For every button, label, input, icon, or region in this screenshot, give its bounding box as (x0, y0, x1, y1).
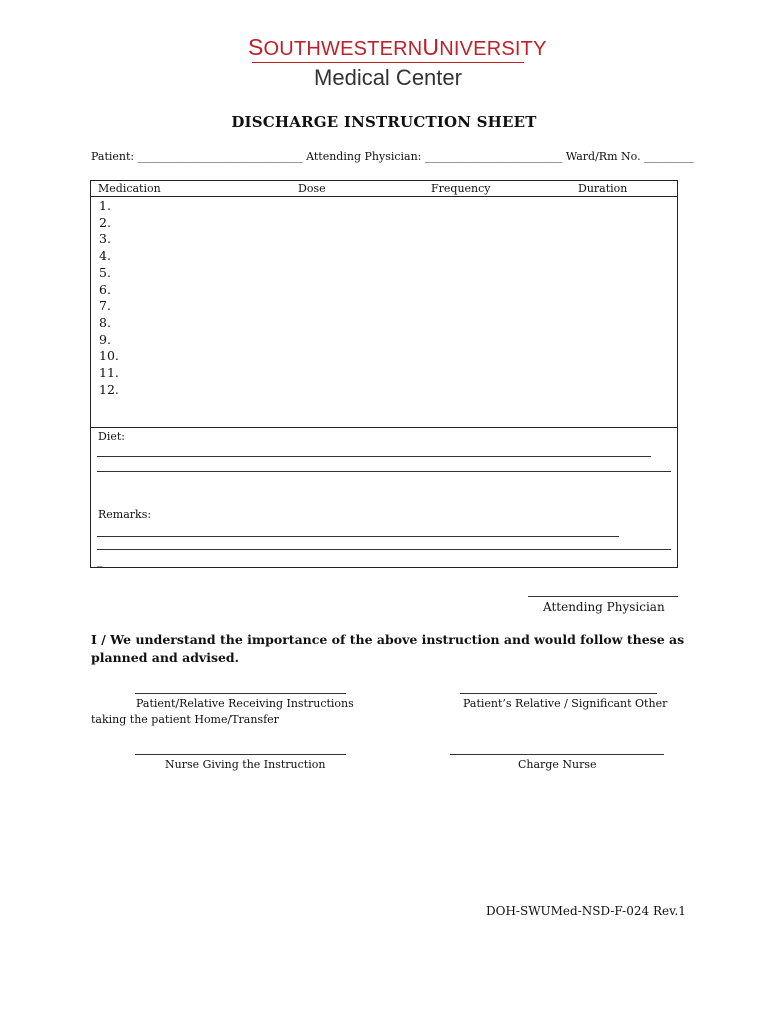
patient-field[interactable]: ______________________________ (137, 150, 303, 163)
diet-line-1[interactable] (97, 456, 651, 457)
medication-row[interactable]: 4. (99, 248, 111, 264)
patient-label: Patient: (91, 150, 135, 163)
significant-other-signature-line[interactable] (460, 693, 657, 694)
attending-physician-label: Attending Physician: (306, 150, 422, 163)
diet-line-2[interactable] (97, 471, 671, 472)
attending-physician-field[interactable]: _________________________ (424, 150, 563, 163)
logo-divider (252, 62, 524, 63)
remarks-label: Remarks: (98, 508, 152, 521)
ward-room-field[interactable]: _________ (644, 150, 694, 163)
ward-room-label: Ward/Rm No. (565, 150, 641, 163)
remarks-trailing-mark: _ (97, 554, 103, 567)
logo-medical-center: Medical Center (314, 65, 462, 90)
header-dose: Dose (298, 182, 326, 195)
header-frequency: Frequency (431, 182, 491, 195)
medication-row[interactable]: 10. (99, 348, 119, 364)
patient-relative-label: Patient/Relative Receiving Instructions (136, 697, 354, 710)
logo-university-name: SOUTHWESTERNUNIVERSITY (248, 34, 547, 60)
medication-list (99, 198, 119, 398)
medication-row[interactable]: 11. (99, 365, 119, 381)
instruction-form-box (90, 180, 678, 568)
patient-relative-signature-line[interactable] (135, 693, 346, 694)
medication-row[interactable]: 7. (99, 298, 111, 314)
medication-row[interactable]: 5. (99, 264, 111, 280)
charge-nurse-label: Charge Nurse (518, 758, 597, 771)
header-medication: Medication (98, 182, 161, 195)
section-divider (91, 427, 677, 428)
acknowledgement-statement: I / We understand the importance of the above instruction and would follow these as planned and advised. (91, 632, 685, 665)
remarks-line-2[interactable] (97, 549, 671, 550)
patient-relative-label-continued: taking the patient Home/Transfer (91, 713, 279, 726)
nurse-giving-label: Nurse Giving the Instruction (165, 758, 326, 771)
page-title: DISCHARGE INSTRUCTION SHEET (231, 113, 537, 131)
remarks-line-1[interactable] (97, 536, 619, 537)
form-code: DOH-SWUMed-NSD-F-024 Rev.1 (486, 904, 686, 918)
medication-row[interactable]: 9. (99, 331, 111, 347)
diet-label: Diet: (98, 430, 125, 443)
medication-row[interactable]: 2. (99, 214, 111, 230)
attending-physician-signature-label: Attending Physician (543, 600, 665, 614)
medication-row[interactable]: 8. (99, 314, 111, 330)
header-duration: Duration (578, 182, 628, 195)
attending-physician-signature-line[interactable] (528, 596, 678, 597)
nurse-giving-signature-line[interactable] (135, 754, 346, 755)
significant-other-label: Patient’s Relative / Significant Other (463, 697, 668, 710)
medication-row[interactable]: 1. (99, 198, 111, 213)
medication-row[interactable]: 3. (99, 231, 111, 247)
medication-table-header (91, 181, 677, 197)
medication-row[interactable]: 12. (99, 381, 119, 397)
medication-row[interactable]: 6. (99, 281, 111, 297)
patient-info-line (91, 150, 694, 163)
charge-nurse-signature-line[interactable] (450, 754, 664, 755)
university-logo (248, 34, 547, 91)
